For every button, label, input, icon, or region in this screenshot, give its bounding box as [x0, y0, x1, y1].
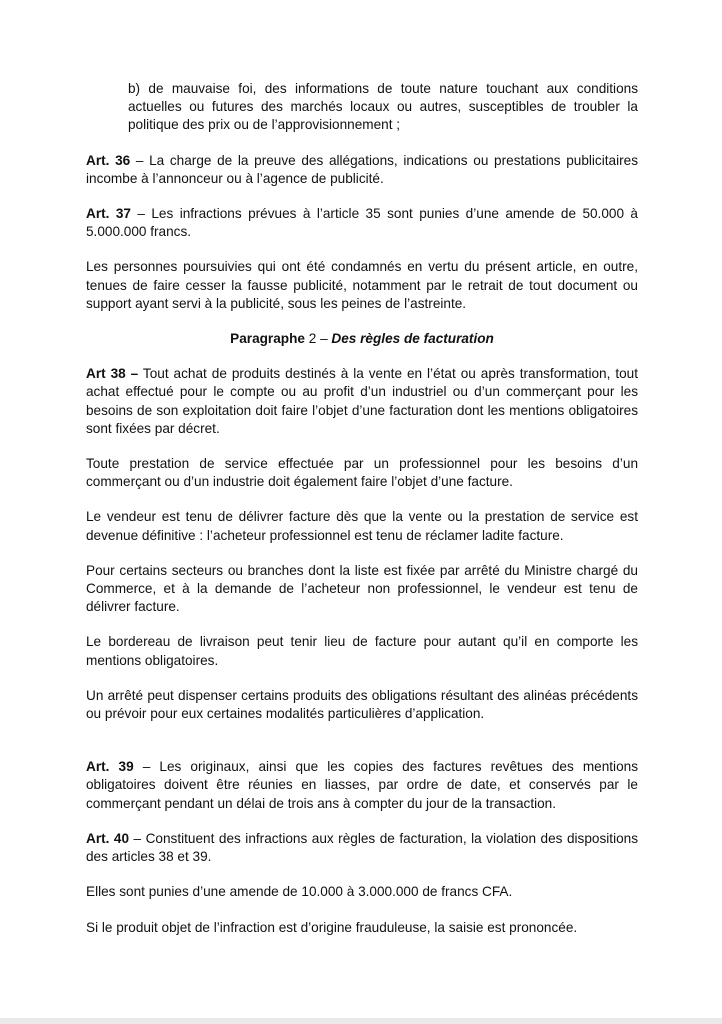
page-bottom-bar	[0, 1018, 722, 1024]
article-38-paragraph-4: Pour certains secteurs ou branches dont la liste est fixée par arrêté du Ministre chargé du Commerce, et à la demande de l’acheteur non professionnel, le vendeur est tenu de délivrer facture.	[86, 562, 638, 615]
article-38-paragraph-3: Le vendeur est tenu de délivrer facture dès que la vente ou la prestation de service est devenue définitive : l’acheteur professionnel est tenu de réclamer ladite facture.	[86, 509, 638, 543]
article-39-text: – Les originaux, ainsi que les copies des factures revêtues des mentions obligatoires doivent être réunies en liasses, par ordre de date, et conservés par le commerçant pendant un délai de trois ans à compter du jour de la transaction.	[86, 759, 638, 811]
article-40-paragraph-3: Si le produit objet de l’infraction est d’origine frauduleuse, la saisie est prononcée.	[86, 919, 578, 935]
article-40	[86, 830, 638, 866]
article-40-paragraph-2: Elles sont punies d’une amende de 10.000 à 3.000.000 de francs CFA.	[86, 884, 513, 900]
article-38-paragraph-6: Un arrêté peut dispenser certains produits des obligations résultant des alinéas précédents ou prévoir pour eux certaines modalités particulières d’application.	[86, 687, 638, 722]
article-37-paragraph-2: Les personnes poursuivies qui ont été condamnés en vertu du présent article, en outre, tenues de faire cesser la fausse publicité, notamment par le retrait de tout document ou support ayant servi à la publicité, sous les peines de l’astreinte.	[86, 259, 638, 311]
article-38-label: Art 38 –	[86, 366, 139, 382]
article-39-label: Art. 39	[86, 759, 134, 775]
article-40-text: – Constituent des infractions aux règles de facturation, la violation des dispositions des articles 38 et 39.	[86, 830, 639, 865]
section-heading-prefix: Paragraphe	[230, 331, 305, 347]
article-40-label: Art. 40	[86, 830, 130, 846]
article-36-label: Art. 36	[86, 152, 131, 168]
article-36	[86, 152, 638, 188]
section-heading-number: 2 –	[304, 331, 332, 347]
article-38	[86, 365, 638, 438]
document-page	[86, 80, 638, 954]
article-39	[86, 758, 638, 813]
article-37	[86, 205, 638, 241]
article-36-text: – La charge de la preuve des allégations, indications ou prestations publicitaires incombe à l’annonceur ou à l’agence de publicité.	[86, 152, 638, 186]
article-38-paragraph-2: Toute prestation de service effectuée par un professionnel pour les besoins d’un commerçant ou d’un industrie doit également faire l’objet d’une facture.	[86, 456, 638, 490]
section-heading-title: Des règles de facturation	[331, 331, 494, 347]
article-37-label: Art. 37	[86, 206, 131, 222]
article-38-paragraph-5: Le bordereau de livraison peut tenir lieu de facture pour autant qu’il en comporte les mentions obligatoires.	[86, 634, 638, 668]
article-37-text: – Les infractions prévues à l’article 35 sont punies d’une amende de 50.000 à 5.000.000 francs.	[86, 206, 638, 240]
section-heading	[86, 330, 638, 348]
paragraph-b: b) de mauvaise foi, des informations de toute nature touchant aux conditions actuelles ou futures des marchés locaux ou autres, susceptibles de troubler la politique des prix ou de l’approvisionnement ;	[128, 81, 638, 133]
article-38-text: Tout achat de produits destinés à la vente en l’état ou après transformation, tout achat effectué pour le compte ou au profit d’un industriel ou d’un commerçant pour les besoins de son exploitation doit faire l’objet d’une facturation dont les mentions obligatoires sont fixées par décret.	[86, 366, 638, 436]
